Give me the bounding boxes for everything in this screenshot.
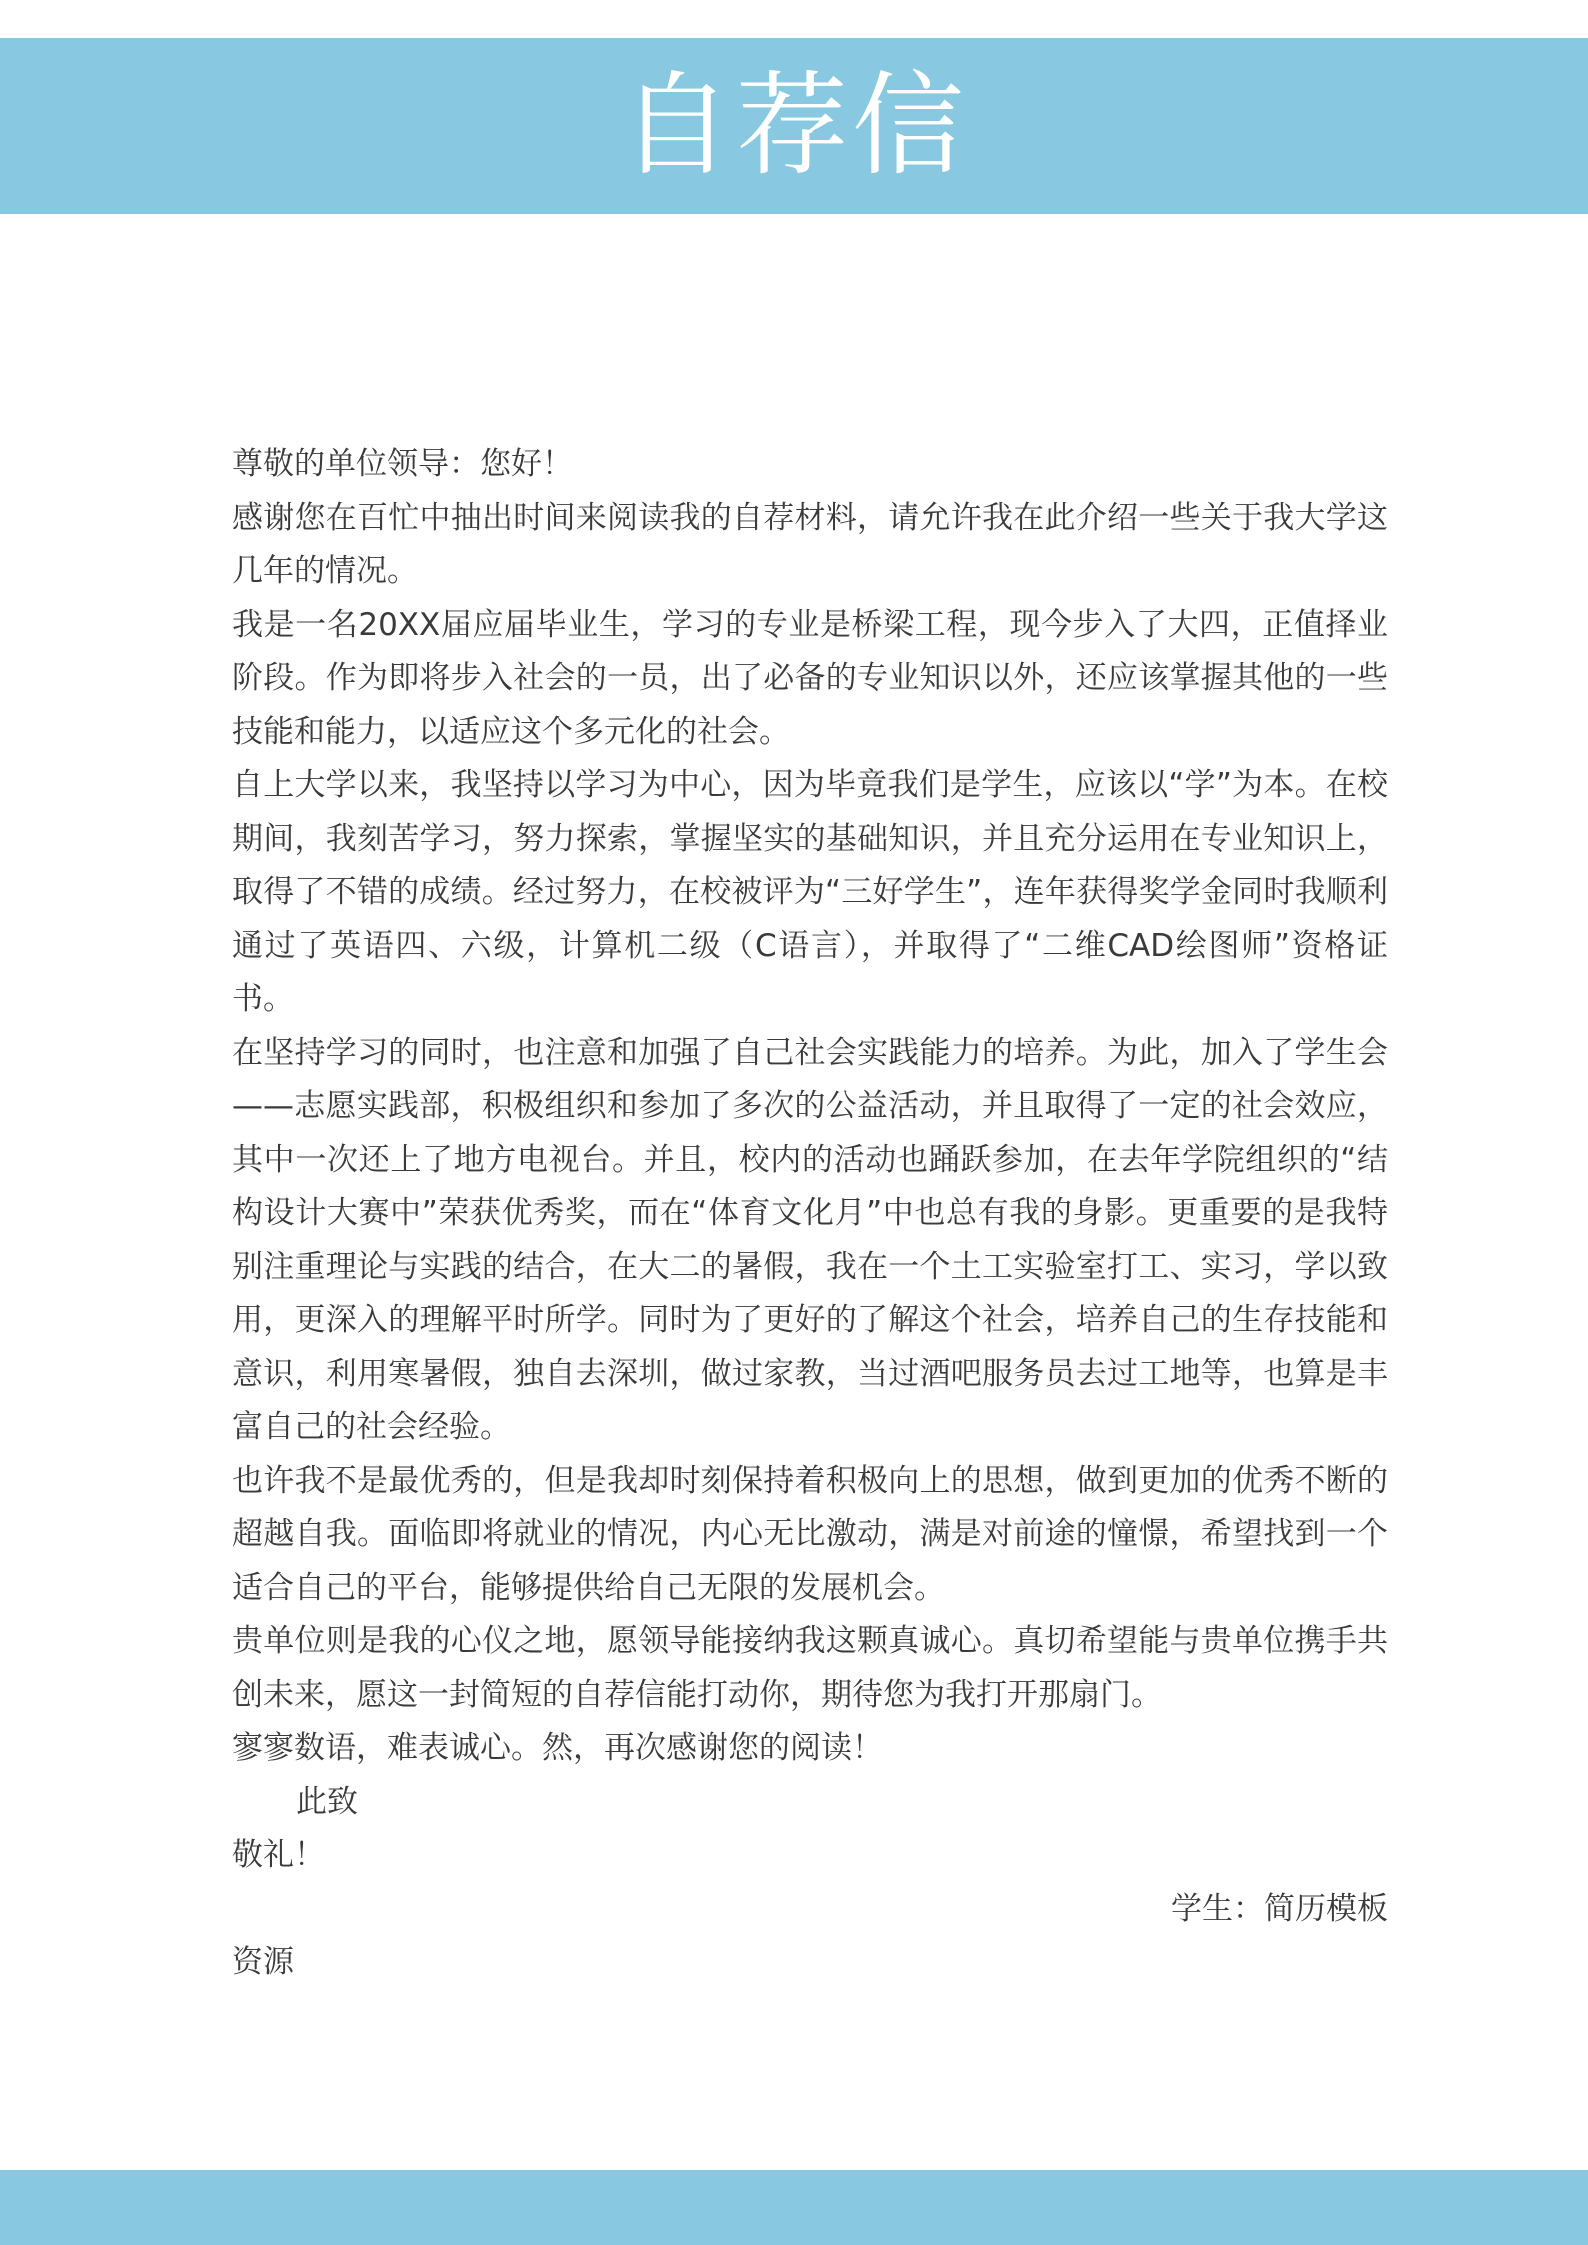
header-banner — [0, 38, 1588, 214]
footer-banner — [0, 2170, 1588, 2245]
letter-closing-salutation: 此致 — [296, 1783, 358, 1820]
letter-paragraph: 贵单位则是我的心仪之地，愿领导能接纳我这颗真诚心。真切希望能与贵单位携手共创未来，愿这一封简短的自荐信能打动你，期待您为我打开那扇门。 — [232, 1623, 1388, 1713]
letter-paragraph: 我是一名20XX届应届毕业生，学习的专业是桥梁工程，现今步入了大四，正值择业阶段。作为即将步入社会的一员，出了必备的专业知识以外，还应该掌握其他的一些技能和能力，以适应这个多元化的社会。 — [232, 606, 1388, 750]
letter-paragraph: 也许我不是最优秀的，但是我却时刻保持着积极向上的思想，做到更加的优秀不断的超越自我。面临即将就业的情况，内心无比激动，满是对前途的憧憬，希望找到一个适合自己的平台，能够提供给自己无限的发展机会。 — [232, 1462, 1388, 1606]
letter-signature: 学生：简历模板 — [1171, 1890, 1388, 1927]
letter-trailing-text: 资源 — [232, 1944, 294, 1980]
letter-body — [232, 438, 1388, 1990]
letter-paragraph: 在坚持学习的同时，也注意和加强了自己社会实践能力的培养。为此，加入了学生会——志愿实践部，积极组织和参加了多次的公益活动，并且取得了一定的社会效应，其中一次还上了地方电视台。并且，校内的活动也踊跃参加，在去年学院组织的“结构设计大赛中”荣获优秀奖，而在“体育文化月”中也总有我的身影。更重要的是我特别注重理论与实践的结合，在大二的暑假，我在一个土工实验室打工、实习，学以致用，更深入的理解平时所学。同时为了更好的了解这个社会，培养自己的生存技能和意识，利用寒暑假，独自去深圳，做过家教，当过酒吧服务员去过工地等，也算是丰富自己的社会经验。 — [232, 1034, 1388, 1445]
letter-greeting: 尊敬的单位领导：您好！ — [232, 446, 573, 482]
letter-closing-regards: 敬礼！ — [232, 1837, 325, 1873]
letter-paragraph: 自上大学以来，我坚持以学习为中心，因为毕竟我们是学生，应该以“学”为本。在校期间，我刻苦学习，努力探索，掌握坚实的基础知识，并且充分运用在专业知识上，取得了不错的成绩。经过努力，在校被评为“三好学生”，连年获得奖学金同时我顺利通过了英语四、六级，计算机二级（C语言），并取得了“二维CAD绘图师”资格证书。 — [232, 767, 1388, 1017]
letter-paragraph: 寥寥数语，难表诚心。然，再次感谢您的阅读！ — [232, 1730, 883, 1766]
page-title: 自荐信 — [620, 61, 968, 191]
letter-paragraph: 感谢您在百忙中抽出时间来阅读我的自荐材料，请允许我在此介绍一些关于我大学这几年的情况。 — [232, 499, 1388, 589]
